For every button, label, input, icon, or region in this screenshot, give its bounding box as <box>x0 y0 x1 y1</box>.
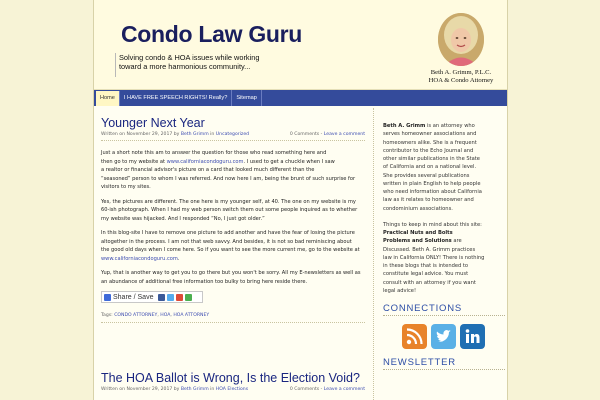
tag-link[interactable]: HOA ATTORNEY <box>173 313 210 318</box>
post-title[interactable]: The HOA Ballot is Wrong, Is the Election Void? <box>101 371 360 385</box>
page-wrapper <box>93 0 508 400</box>
bold-text: Practical Nuts and Bolts <box>383 230 453 236</box>
website-link[interactable]: www.californiacondoguru.com <box>166 158 244 165</box>
post-tags <box>101 312 365 323</box>
text-line: Just a short note this am to answer the question for those who read something here and <box>101 150 327 156</box>
site-notice <box>383 221 505 295</box>
text-line <box>101 255 365 264</box>
text-line: my website was hijacked. And I responded “No, I just got older.” <box>101 215 265 222</box>
tag-link[interactable]: HOA <box>160 313 171 318</box>
text-line: condominium associations. <box>383 205 453 212</box>
text-line: Yup, that is another way to get you to go there but you won't be sorry. All my E-newsletters as well as <box>101 270 361 276</box>
caption-name: Beth A. Grimm, P.L.C. <box>430 69 492 76</box>
text-span: . <box>177 255 180 262</box>
meta-left <box>101 131 249 139</box>
text-line: serves homeowner associations and <box>383 131 477 138</box>
post-younger-next-year <box>101 115 365 323</box>
tagline-line-1: Solving condo & HOA issues while working <box>119 53 260 62</box>
text-line: altogether in the process. I am not that web savvy. And besides, it is not so bad reminiscing about <box>101 238 352 245</box>
sidebar <box>383 108 505 400</box>
meta-written: Written on November 29, 2017 by <box>101 387 181 392</box>
author-name: Beth A. Grimm <box>383 123 426 129</box>
share-icon <box>104 294 111 301</box>
text-line <box>101 158 365 167</box>
site-tagline <box>115 53 305 77</box>
meta-in: in <box>208 387 216 392</box>
site-title[interactable]: Condo Law Guru <box>121 21 303 47</box>
rss-glyph <box>402 324 427 349</box>
share-save-button[interactable] <box>101 291 203 303</box>
text-line: She provides several publications <box>383 172 470 179</box>
meta-written: Written on November 29, 2017 by <box>101 132 181 137</box>
text-span: are <box>451 238 462 245</box>
post-title[interactable]: Younger Next Year <box>101 116 205 130</box>
tagline-line-2: toward a more harmonious community... <box>119 62 251 71</box>
leave-comment-link[interactable]: Leave a comment <box>323 387 365 392</box>
post-paragraph <box>101 198 365 224</box>
text-line: constitute legal advice. You must <box>383 271 469 278</box>
meta-separator: - <box>319 132 324 137</box>
text-line: the good old days when I come here. So if you want to see the more current me, go to the website at <box>101 247 360 253</box>
text-line: of California and on a national level. <box>383 164 477 171</box>
text-line: legal advice! <box>383 287 416 294</box>
twitter-glyph <box>431 324 456 349</box>
text-line: law as it relates to homeowner and <box>383 197 474 204</box>
text-span: is an attorney who <box>425 123 475 129</box>
post-meta <box>101 386 365 395</box>
text-line: In this blog-site I have to remove one picture to add another and have the fear of losing the picture <box>101 230 355 236</box>
text-line: other similar publications in the State <box>383 156 480 162</box>
attorney-portrait <box>438 13 484 66</box>
meta-in: in <box>208 132 216 137</box>
email-icon[interactable] <box>176 294 183 301</box>
text-line: consult with an attorney if you want <box>383 279 476 286</box>
text-span: . I used to get a chuckle when I saw <box>243 158 335 165</box>
text-line <box>383 122 505 130</box>
connections-title: CONNECTIONS <box>383 302 505 316</box>
tag-separator: , <box>170 313 174 318</box>
twitter-icon[interactable] <box>431 324 456 349</box>
post-paragraph <box>101 269 365 286</box>
portrait-caption <box>416 69 506 85</box>
meta-separator: - <box>319 387 324 392</box>
nav-home[interactable]: Home <box>96 91 120 106</box>
twitter-icon[interactable] <box>167 294 174 301</box>
rss-icon[interactable] <box>402 324 427 349</box>
post-paragraph <box>101 149 365 192</box>
text-span: then go to my website at <box>101 158 167 165</box>
linkedin-icon[interactable] <box>460 324 485 349</box>
about-author <box>383 122 505 213</box>
main-nav <box>94 90 508 106</box>
category-link[interactable]: HOA Elections <box>215 387 249 392</box>
author-link[interactable]: Beth Grimm <box>180 387 209 392</box>
tag-link[interactable]: CONDO ATTORNEY <box>114 313 158 318</box>
caption-role: HOA & Condo Attorney <box>428 77 494 84</box>
text-line: visitors to my sites. <box>101 184 151 190</box>
text-line: an abundance of additional free information too bulky to bring here reside there. <box>101 278 308 285</box>
text-line: who need information about California <box>383 189 482 195</box>
text-line: law in California ONLY! There is nothing <box>383 254 485 261</box>
text-line: a realtor or financial advisor's picture on a card that looked much different than the <box>101 167 315 173</box>
comments-count: 0 Comments <box>289 387 320 392</box>
post-meta <box>101 131 365 141</box>
meta-right <box>290 386 365 394</box>
print-icon[interactable] <box>185 294 192 301</box>
nav-sitemap[interactable]: Sitemap <box>232 90 262 106</box>
site-header <box>94 0 508 90</box>
linkedin-glyph <box>460 324 485 349</box>
social-links <box>383 324 505 349</box>
post-paragraph <box>101 229 365 263</box>
portrait-image <box>438 13 484 66</box>
text-line: in these blogs that is intended to <box>383 263 469 269</box>
text-line <box>383 237 505 245</box>
text-line: homeowners alike. She is a frequent <box>383 139 477 146</box>
bold-text: Problems and Solutions <box>383 238 452 245</box>
category-link[interactable]: Uncategorized <box>215 132 250 137</box>
nav-free-speech[interactable]: I HAVE FREE SPEECH RIGHTS! Really? <box>120 90 232 106</box>
text-line: written in plain English to help people <box>383 180 481 187</box>
text-line: Things to keep in mind about this site: <box>383 221 482 228</box>
leave-comment-link[interactable]: Leave a comment <box>323 132 365 137</box>
text-line: Yes, the pictures are different. The one here is my younger self, at 40. The one on my website is my <box>101 198 356 205</box>
newsletter-title: NEWSLETTER <box>383 356 505 370</box>
text-line: Discussed. Beth A. Grimm practices <box>383 246 476 253</box>
post-hoa-ballot <box>101 370 365 395</box>
tag-separator: , <box>157 313 161 318</box>
author-link[interactable]: Beth Grimm <box>180 132 209 137</box>
text-line: contributor to the Echo Journal and <box>383 147 474 154</box>
tags-label: Tags: <box>101 313 115 318</box>
meta-left <box>101 386 248 394</box>
text-line: 60-ish photograph. When I had my web person switch them out some people inquired as to whether <box>101 207 358 213</box>
website-link[interactable]: www.californiacondoguru.com <box>101 255 178 262</box>
comments-count: 0 Comments <box>289 132 320 137</box>
main-content <box>94 108 374 400</box>
text-line: “seasoned” person to whom I was referred. And now here I am, being the brunt of such surprise for <box>101 175 356 182</box>
meta-right <box>290 131 365 139</box>
share-label: Share / Save <box>113 293 154 301</box>
text-line <box>383 229 505 237</box>
facebook-icon[interactable] <box>158 294 165 301</box>
